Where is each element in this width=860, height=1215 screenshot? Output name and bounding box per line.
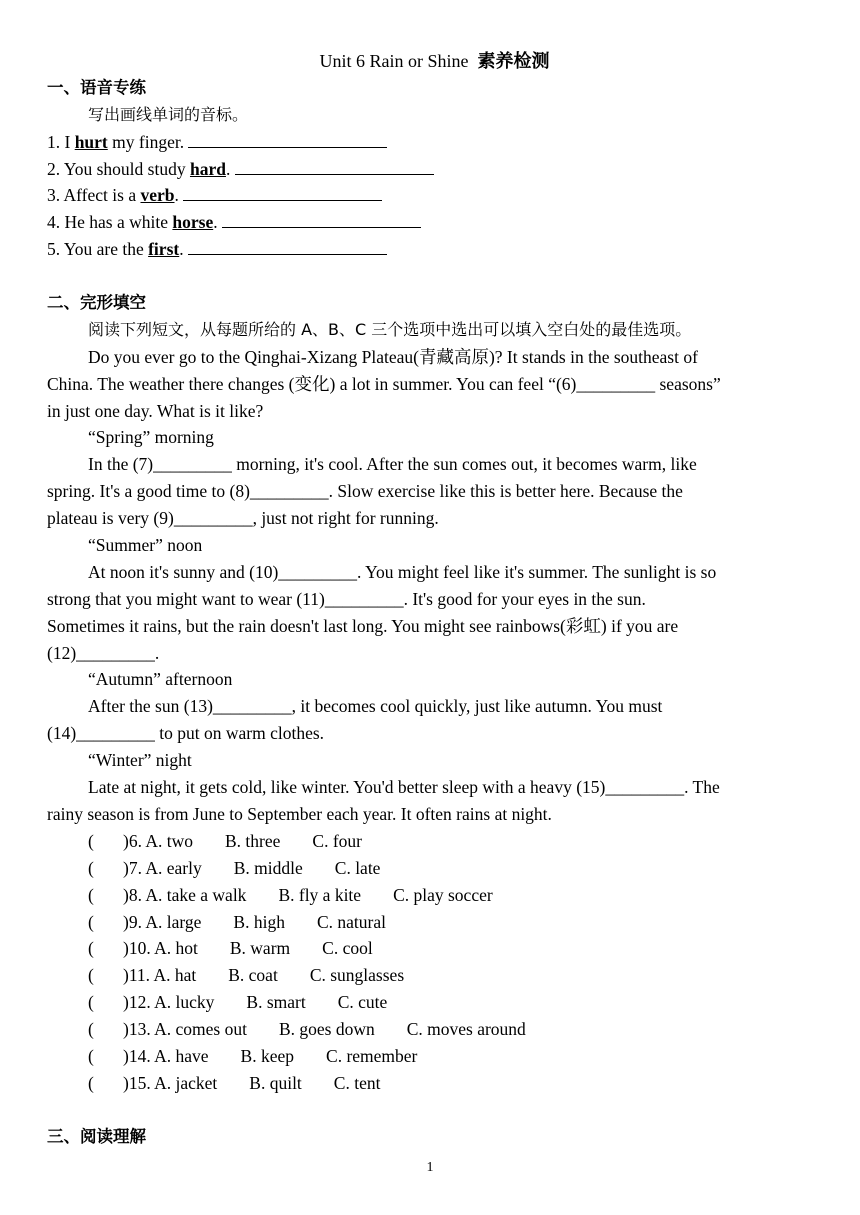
option-row-8: ( )8. A. take a walk B. fly a kite C. play soccer [88, 884, 493, 905]
passage-line: Late at night, it gets cold, like winter. You'd better sleep with a heavy (15)_________. The [88, 777, 720, 798]
passage-line: spring. It's a good time to (8)_________. Slow exercise like this is better here. Because the [47, 481, 683, 502]
phonetic-item-4: 4. He has a white horse. [47, 209, 822, 236]
passage-line: After the sun (13)_________, it becomes cool quickly, just like autumn. You must [88, 696, 663, 717]
section3-heading: 三、阅读理解 [47, 1126, 146, 1146]
passage-line: rainy season is from June to September each year. It often rains at night. [47, 803, 552, 824]
option-row-12: ( )12. A. lucky B. smart C. cute [88, 992, 388, 1013]
option-row-15: ( )15. A. jacket B. quilt C. tent [88, 1072, 381, 1093]
passage-subheading: “Spring” morning [88, 427, 214, 448]
answer-blank[interactable] [188, 129, 387, 148]
title-english: Unit 6 Rain or Shine [319, 51, 469, 71]
passage-line: China. The weather there changes (变化) a lot in summer. You can feel “(6)_________ seasons” [47, 373, 721, 394]
option-row-9: ( )9. A. large B. high C. natural [88, 911, 386, 932]
section1-instruction: 写出画线单词的音标。 [88, 104, 249, 124]
option-row-13: ( )13. A. comes out B. goes down C. moves around [88, 1019, 526, 1040]
passage-subheading: “Summer” noon [88, 535, 203, 556]
passage-line: Do you ever go to the Qinghai-Xizang Plateau(青藏高原)? It stands in the southeast of [88, 346, 698, 367]
passage-line: (14)_________ to put on warm clothes. [47, 723, 325, 744]
section2-heading: 二、完形填空 [47, 293, 146, 313]
page-number: 1 [426, 1160, 434, 1175]
answer-blank[interactable] [235, 156, 434, 175]
section2-instruction: 阅读下列短文，从每题所给的 A、B、C 三个选项中选出可以填入空白处的最佳选项。 [88, 319, 692, 339]
phonetic-item-3: 3. Affect is a verb. [47, 182, 822, 209]
passage-line: plateau is very (9)_________, just not right for running. [47, 508, 439, 529]
phonetic-item-1: 1. I hurt my finger. [47, 129, 822, 156]
passage-line: At noon it's sunny and (10)_________. You might feel like it's summer. The sunlight is so [88, 561, 717, 582]
passage-line: strong that you might want to wear (11)_________. It's good for your eyes in the sun. [47, 588, 646, 609]
option-row-14: ( )14. A. have B. keep C. remember [88, 1045, 418, 1066]
passage-subheading: “Winter” night [88, 750, 192, 771]
passage-subheading: “Autumn” afternoon [88, 669, 233, 690]
page-title [47, 48, 822, 75]
section1-heading: 一、语音专练 [47, 77, 146, 97]
passage-line: In the (7)_________ morning, it's cool. After the sun comes out, it becomes warm, like [88, 454, 697, 475]
title-chinese: 素养检测 [477, 51, 550, 71]
option-row-6: ( )6. A. two B. three C. four [88, 830, 362, 851]
option-row-11: ( )11. A. hat B. coat C. sunglasses [88, 965, 405, 986]
phonetic-item-2: 2. You should study hard. [47, 156, 822, 183]
answer-blank[interactable] [183, 182, 382, 201]
passage-line: Sometimes it rains, but the rain doesn't last long. You might see rainbows(彩虹) if you are [47, 615, 679, 636]
phonetic-item-5: 5. You are the first. [47, 236, 822, 263]
passage-line: (12)_________. [47, 642, 160, 663]
passage-line: in just one day. What is it like? [47, 400, 264, 421]
worksheet-page [47, 48, 822, 1151]
answer-blank[interactable] [222, 209, 421, 228]
option-row-10: ( )10. A. hot B. warm C. cool [88, 938, 373, 959]
answer-blank[interactable] [188, 236, 387, 255]
option-row-7: ( )7. A. early B. middle C. late [88, 857, 381, 878]
